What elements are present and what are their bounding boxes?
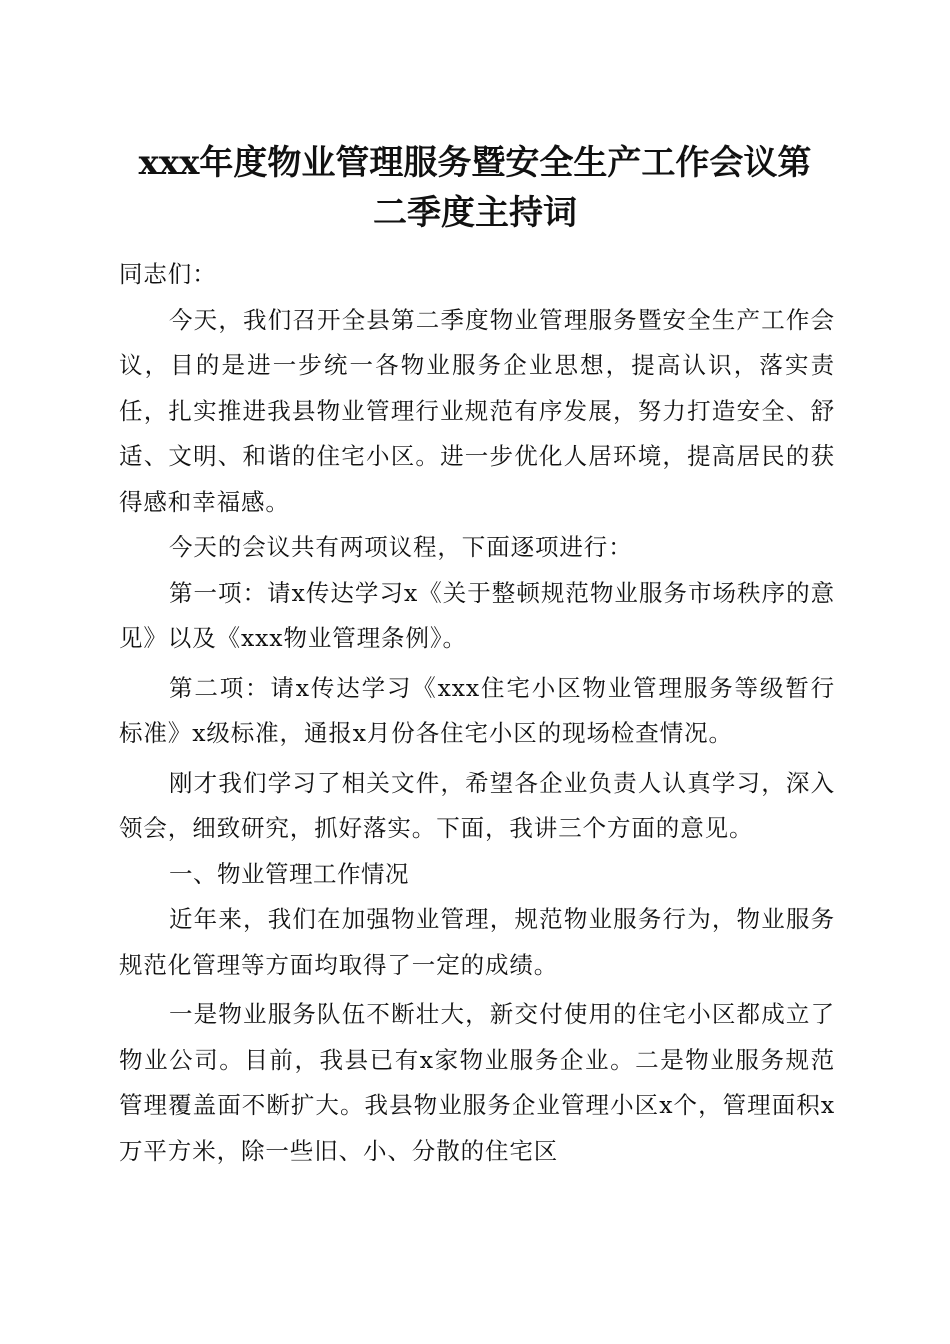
paragraph-transition: 刚才我们学习了相关文件，希望各企业负责人认真学习，深入领会，细致研究，抓好落实。下面，我讲三个方面的意见。 (119, 768, 835, 842)
document-body (119, 252, 835, 1174)
paragraph-agenda: 今天的会议共有两项议程，下面逐项进行： (169, 533, 633, 561)
paragraph-item-two: 第二项：请x传达学习《xxx住宅小区物业管理服务等级暂行标准》x级标准，通报x月份各住宅小区的现场检查情况。 (119, 673, 835, 747)
title-line-1: xxx年度物业管理服务暨安全生产工作会议第 (138, 143, 812, 183)
section-heading-1: 一、物业管理工作情况 (169, 859, 409, 888)
paragraph-intro: 今天，我们召开全县第二季度物业管理服务暨安全生产工作会议，目的是进一步统一各物业服务企业思想，提高认识，落实责任，扎实推进我县物业管理行业规范有序发展，努力打造安全、舒适、文明、和谐的住宅小区。进一步优化人居环境，提高居民的获得感和幸福感。 (119, 305, 835, 516)
paragraph-item-one: 第一项：请x传达学习x《关于整顿规范物业服务市场秩序的意见》以及《xxx物业管理条例》。 (119, 578, 835, 652)
salutation: 同志们： (119, 260, 217, 288)
paragraph-overview: 近年来，我们在加强物业管理，规范物业服务行为，物业服务规范化管理等方面均取得了一定的成绩。 (119, 905, 835, 979)
title-line-2: 二季度主持词 (373, 193, 577, 233)
paragraph-achievements: 一是物业服务队伍不断壮大，新交付使用的住宅小区都成立了物业公司。目前，我县已有x家物业服务企业。二是物业服务规范管理覆盖面不断扩大。我县物业服务企业管理小区x个，管理面积x万平方米，除一些旧、小、分散的住宅区 (119, 1000, 835, 1165)
document-title (100, 138, 850, 238)
